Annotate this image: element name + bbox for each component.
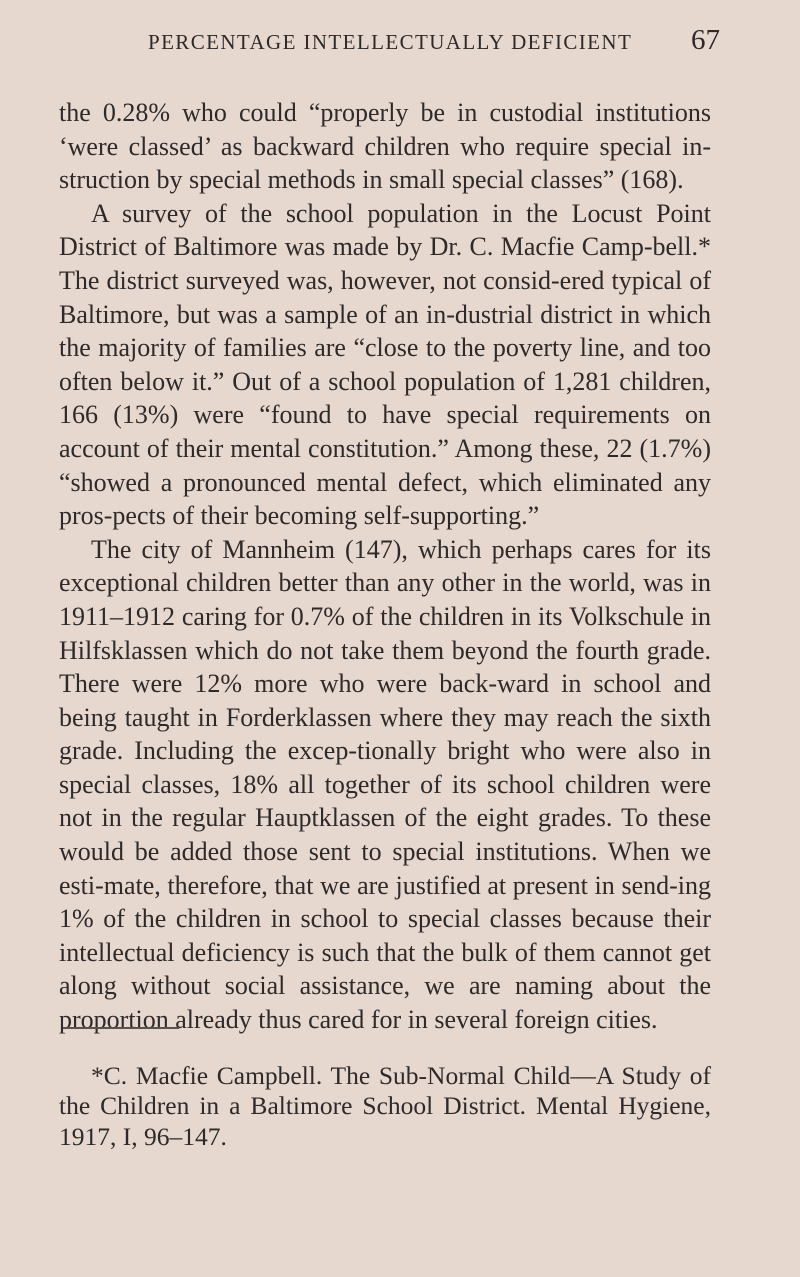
footnote-rule (63, 1027, 179, 1029)
paragraph-1: the 0.28% who could “properly be in custodial institutions ‘were classed’ as backward children who require special in-struction by special methods in small special classes” (168). (59, 98, 711, 195)
running-head (100, 18, 720, 58)
paragraph-3: The city of Mannheim (147), which perhaps cares for its exceptional children better than any other in the world, was in 1911–1912 caring for 0.7% of the children in its Volkschule in Hilfsklassen which do not take them beyond the fourth grade. There were 12% more who were back-ward in school and being taught in Forderklassen where they may reach the sixth grade. Including the excep-tionally bright who were also in special classes, 18% all together of its school children were not in the regular Hauptklassen of the eight grades. To these would be added those sent to special institutions. When we esti-mate, therefore, that we are justified at present in send-ing 1% of the children in school to special classes because their intellectual deficiency is such that the bulk of them cannot get along without social assistance, we are naming about the proportion already thus cared for in several foreign cities. (59, 534, 711, 1035)
footnote: *C. Macfie Campbell. The Sub-Normal Child—A Study of the Children in a Baltimore School District. Mental Hygiene, 1917, I, 96–147. (59, 1060, 711, 1151)
paragraph-2: A survey of the school population in the Locust Point District of Baltimore was made by Dr. C. Macfie Camp-bell.* The district surveyed was, however, not consid-ered typical of Baltimore, but was a sample of an in-dustrial district in which the majority of families are “close to the poverty line, and too often below it.” Out of a school population of 1,281 children, 166 (13%) were “found to have special requirements on account of their mental constitution.” Among these, 22 (1.7%) “showed a pronounced mental defect, which eliminated any pros-pects of their becoming self-supporting.” (59, 198, 711, 531)
running-title: PERCENTAGE INTELLECTUALLY DEFICIENT (148, 30, 633, 54)
page-number: 67 (691, 24, 720, 56)
body-text (59, 96, 711, 1037)
